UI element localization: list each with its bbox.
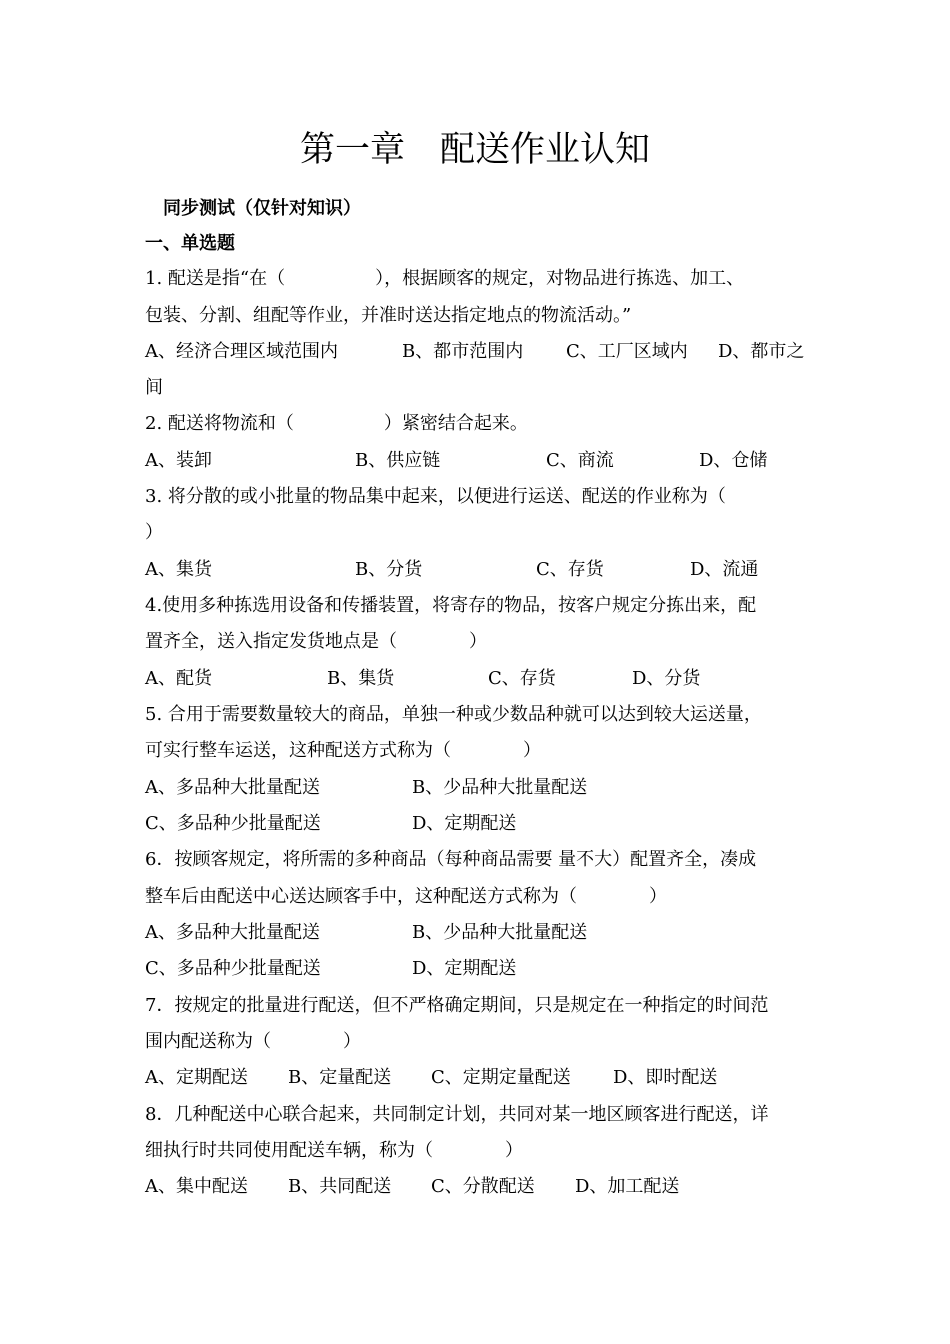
question-7-option-a: A、定期配送 bbox=[145, 1067, 248, 1088]
question-4-line-1: 4.使用多种拣选用设备和传播装置，将寄存的物品，按客户规定分拣出来，配 bbox=[145, 595, 757, 616]
question-8-line-1: 8．几种配送中心联合起来，共同制定计划，共同对某一地区顾客进行配送，详 bbox=[145, 1104, 769, 1125]
chapter-title: 第一章 配送作业认知 bbox=[299, 130, 650, 170]
question-2-option-a: A、装卸 bbox=[145, 450, 212, 471]
question-7-option-b: B、定量配送 bbox=[288, 1067, 392, 1088]
question-3-option-b: B、分货 bbox=[355, 559, 423, 580]
question-8-option-c: C、分散配送 bbox=[431, 1176, 535, 1197]
question-2-option-c: C、商流 bbox=[546, 450, 614, 471]
question-1-option-b: B、都市范围内 bbox=[402, 341, 524, 362]
question-1-option-d: D、都市之 bbox=[718, 341, 805, 362]
question-4-option-a: A、配货 bbox=[145, 668, 212, 689]
question-1-line-2: 包装、分割、组配等作业，并准时送达指定地点的物流活动。” bbox=[145, 305, 632, 326]
question-8-option-b: B、共同配送 bbox=[288, 1176, 392, 1197]
question-1-option-wrap: 间 bbox=[145, 377, 163, 398]
question-6-option-b: B、少品种大批量配送 bbox=[412, 922, 588, 943]
question-6-line-2: 整车后由配送中心送达顾客手中，这种配送方式称为（ ） bbox=[145, 886, 667, 907]
question-2-option-d: D、仓储 bbox=[699, 450, 768, 471]
question-8-option-d: D、加工配送 bbox=[575, 1176, 680, 1197]
question-3-line-1: 3. 将分散的或小批量的物品集中起来，以便进行运送、配送的作业称为（ bbox=[145, 486, 726, 507]
section-heading: 一、单选题 bbox=[145, 233, 235, 254]
question-7-option-c: C、定期定量配送 bbox=[431, 1067, 571, 1088]
question-6-option-d: D、定期配送 bbox=[412, 958, 517, 979]
question-7-option-d: D、即时配送 bbox=[613, 1067, 718, 1088]
question-3-option-c: C、存货 bbox=[536, 559, 604, 580]
question-4-option-d: D、分货 bbox=[632, 668, 701, 689]
question-4-option-c: C、存货 bbox=[488, 668, 556, 689]
question-5-option-a: A、多品种大批量配送 bbox=[145, 777, 320, 798]
question-7-line-2: 围内配送称为（ ） bbox=[145, 1031, 361, 1052]
section-subtitle: 同步测试（仅针对知识） bbox=[163, 198, 361, 219]
question-5-line-1: 5. 合用于需要数量较大的商品，单独一种或少数品种就可以达到较大运送量， bbox=[145, 704, 762, 725]
question-3-option-d: D、流通 bbox=[690, 559, 759, 580]
question-3-option-a: A、集货 bbox=[145, 559, 212, 580]
question-5-line-2: 可实行整车运送，这种配送方式称为（ ） bbox=[145, 740, 541, 761]
question-1-option-a: A、经济合理区域范围内 bbox=[145, 341, 338, 362]
question-1-line-1: 1. 配送是指“在（ ），根据顾客的规定，对物品进行拣选、加工、 bbox=[145, 268, 745, 289]
question-7-line-1: 7．按规定的批量进行配送，但不严格确定期间，只是规定在一种指定的时间范 bbox=[145, 995, 769, 1016]
question-2-line-1: 2. 配送将物流和（ ）紧密结合起来。 bbox=[145, 413, 528, 434]
question-5-option-c: C、多品种少批量配送 bbox=[145, 813, 321, 834]
question-1-option-c: C、工厂区域内 bbox=[566, 341, 688, 362]
question-5-option-d: D、定期配送 bbox=[412, 813, 517, 834]
question-8-line-2: 细执行时共同使用配送车辆，称为（ ） bbox=[145, 1140, 523, 1161]
question-4-option-b: B、集货 bbox=[327, 668, 395, 689]
question-4-line-2: 置齐全，送入指定发货地点是（ ） bbox=[145, 631, 487, 652]
question-2-option-b: B、供应链 bbox=[355, 450, 441, 471]
question-3-line-2: ） bbox=[145, 522, 163, 543]
question-8-option-a: A、集中配送 bbox=[145, 1176, 248, 1197]
question-5-option-b: B、少品种大批量配送 bbox=[412, 777, 588, 798]
question-6-option-a: A、多品种大批量配送 bbox=[145, 922, 320, 943]
question-6-option-c: C、多品种少批量配送 bbox=[145, 958, 321, 979]
question-6-line-1: 6．按顾客规定，将所需的多种商品（每种商品需要 量不大）配置齐全，凑成 bbox=[145, 849, 757, 870]
